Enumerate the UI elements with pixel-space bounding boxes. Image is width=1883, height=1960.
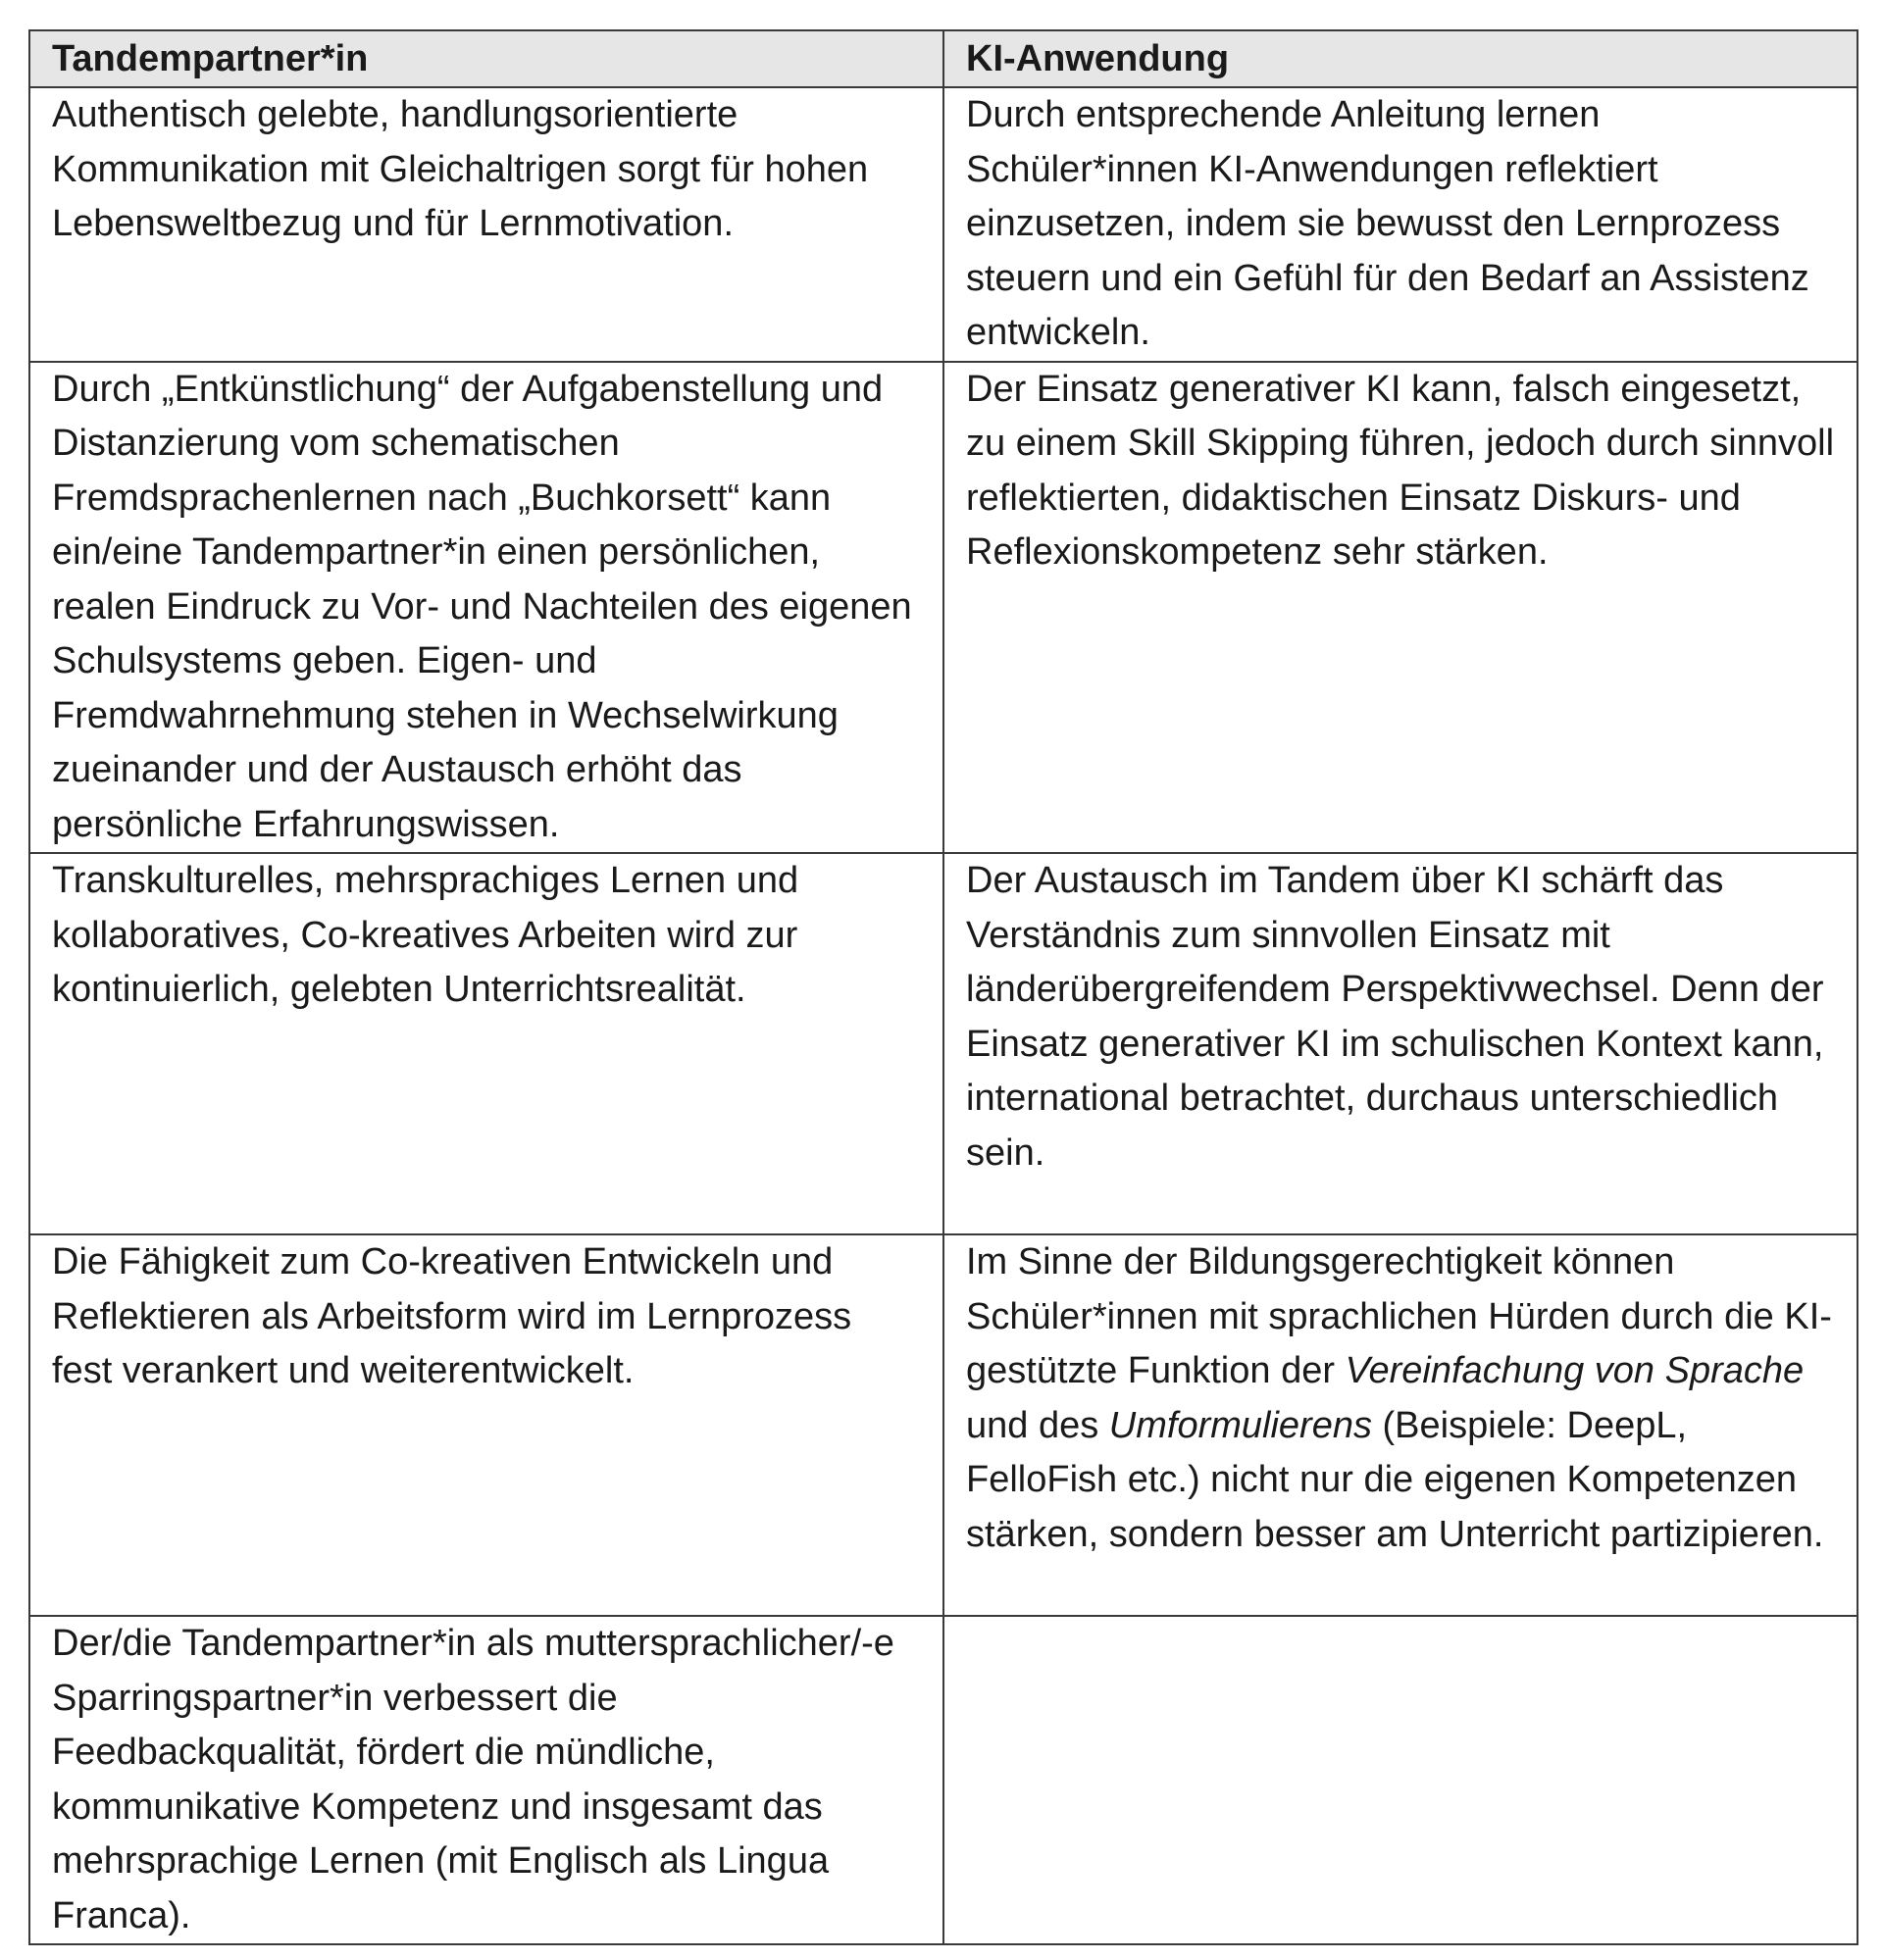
cell-ki xyxy=(943,362,1858,854)
italic-term: Umformulierens xyxy=(1108,1404,1372,1446)
cell-text: Durch „Entkünstlichung“ der Aufgabenstellung und Distanzierung vom schematischen Fremdsprachenlernen nach „Buchkorsett“ kann ein/eine Tandempartner*in einen persönlichen, realen Eindruck zu Vor- und Nachteilen des eigenen Schulsystems geben. Eigen- und Fremdwahrnehmung stehen in Wechselwirkung zueinander und der Austausch erhöht das persönliche Erfahrungswissen. xyxy=(52,368,912,845)
comparison-table xyxy=(28,29,1858,1945)
table-row xyxy=(29,1234,1858,1616)
cell-tandem xyxy=(29,87,943,362)
cell-text: Der Austausch im Tandem über KI schärft das Verständnis zum sinnvollen Einsatz mit länderübergreifendem Perspektivwechsel. Denn der Einsatz generativer KI im schulischen Kontext kann, international betrachtet, durchaus unterschiedlich sein. xyxy=(966,860,1824,1174)
table-row xyxy=(29,87,1858,362)
table-header-row xyxy=(29,30,1858,87)
table-row xyxy=(29,362,1858,854)
cell-ki-empty xyxy=(943,1616,1858,1944)
header-tandempartner: Tandempartner*in xyxy=(29,30,943,87)
cell-tandem xyxy=(29,1616,943,1944)
cell-text xyxy=(966,1235,1835,1562)
table-row xyxy=(29,853,1858,1234)
cell-tandem xyxy=(29,362,943,854)
cell-text: Der Einsatz generativer KI kann, falsch eingesetzt, zu einem Skill Skipping führen, jedoch durch sinnvoll reflektierten, didaktischen Einsatz Diskurs- und Reflexionskompetenz sehr stärken. xyxy=(966,368,1835,573)
cell-tandem xyxy=(29,1234,943,1616)
cell-text: Der/die Tandempartner*in als muttersprachlicher/-e Sparringspartner*in verbessert die Feedbackqualität, fördert die mündliche, kommunikative Kompetenz und insgesamt das mehrsprachige Lernen (mit Englisch als Lingua Franca). xyxy=(52,1623,894,1936)
text-segment: Im Sinne der Bildungsgerechtigkeit können Schüler*innen mit sprachlichen Hürden durch die KI-gestützte Funktion der xyxy=(966,1241,1832,1391)
header-ki-anwendung: KI-Anwendung xyxy=(943,30,1858,87)
cell-text: Die Fähigkeit zum Co-kreativen Entwickeln und Reflektieren als Arbeitsform wird im Lernprozess fest verankert und weiterentwickelt. xyxy=(52,1241,852,1391)
text-segment: und des xyxy=(966,1404,1109,1446)
italic-term: Vereinfachung von Sprache xyxy=(1345,1350,1805,1391)
cell-ki xyxy=(943,87,1858,362)
cell-text: Durch entsprechende Anleitung lernen Schüler*innen KI-Anwendungen reflektiert einzusetzen, indem sie bewusst den Lernprozess steuern und ein Gefühl für den Bedarf an Assistenz entwickeln. xyxy=(966,94,1809,353)
cell-ki xyxy=(943,853,1858,1234)
cell-text: Authentisch gelebte, handlungsorientierte Kommunikation mit Gleichaltrigen sorgt für hohen Lebensweltbezug und für Lernmotivation. xyxy=(52,94,869,244)
cell-ki xyxy=(943,1234,1858,1616)
cell-tandem xyxy=(29,853,943,1234)
text-segment: (Beispiele: DeepL, FelloFish etc.) nicht nur die eigenen Kompetenzen stärken, sondern besser am Unterricht partizipieren. xyxy=(966,1404,1824,1555)
cell-text: Transkulturelles, mehrsprachiges Lernen und kollaboratives, Co-kreatives Arbeiten wird zur kontinuierlich, gelebten Unterrichtsrealität. xyxy=(52,860,799,1010)
table-row xyxy=(29,1616,1858,1944)
